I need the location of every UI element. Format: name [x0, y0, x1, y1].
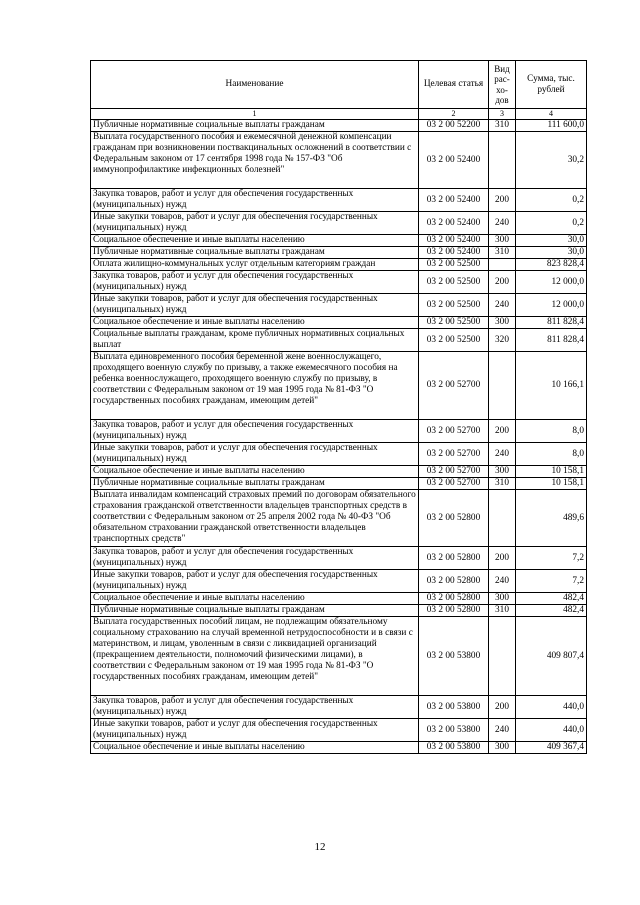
row-expense-type: 300: [489, 235, 516, 247]
row-target-code: 03 2 00 53800: [419, 719, 489, 742]
table-row: [91, 212, 587, 235]
row-sum: 7,2: [516, 547, 587, 570]
row-name: Выплата инвалидам компенсаций страховых премий по договорам обязательного страхования гражданской ответственности владельцев транспортных средств в соответствии с Федеральным законом от 25 апреля 2002 года № 40-ФЗ "Об обязательном страховании гражданской ответственности владельцев транспортных средств": [91, 490, 419, 547]
row-sum: 30,0: [516, 247, 587, 259]
row-target-code: 03 2 00 52700: [419, 466, 489, 478]
row-sum: 482,4: [516, 605, 587, 617]
row-target-code: 03 2 00 52800: [419, 490, 489, 547]
row-name: Публичные нормативные социальные выплаты гражданам: [91, 120, 419, 132]
row-sum: 811 828,4: [516, 329, 587, 352]
row-expense-type: 310: [489, 120, 516, 132]
row-name: Социальное обеспечение и иные выплаты населению: [91, 466, 419, 478]
header-sum: Сумма, тыс. рублей: [516, 61, 587, 109]
row-sum: 10 158,1: [516, 466, 587, 478]
page-number: 12: [314, 841, 326, 853]
row-name: Социальное обеспечение и иные выплаты населению: [91, 593, 419, 605]
row-sum: 7,2: [516, 570, 587, 593]
header-name: Наименование: [91, 61, 419, 109]
table-row: [91, 420, 587, 443]
row-target-code: 03 2 00 52500: [419, 317, 489, 329]
header-code: Целевая статья: [419, 61, 489, 109]
row-expense-type: 300: [489, 742, 516, 754]
row-expense-type: [489, 352, 516, 420]
row-sum: 0,2: [516, 189, 587, 212]
table-header-row: [91, 61, 587, 109]
row-target-code: 03 2 00 52700: [419, 478, 489, 490]
row-name: Закупка товаров, работ и услуг для обеспечения государственных (муниципальных) нужд: [91, 189, 419, 212]
header-expense-type: Вид рас- хо- дов: [489, 61, 516, 109]
row-target-code: 03 2 00 52800: [419, 593, 489, 605]
row-target-code: 03 2 00 53800: [419, 696, 489, 719]
row-sum: 482,4: [516, 593, 587, 605]
table-body: [91, 120, 587, 754]
row-target-code: 03 2 00 53800: [419, 617, 489, 696]
column-number: 2: [419, 109, 489, 120]
row-name: Закупка товаров, работ и услуг для обеспечения государственных (муниципальных) нужд: [91, 547, 419, 570]
table-row: [91, 120, 587, 132]
row-name: Выплата государственного пособия и ежемесячной денежной компенсации гражданам при возникновении поствакцинальных осложнений в соответствии с Федеральным законом от 17 сентября 1998 года № 157-ФЗ "Об иммунопрофилактике инфекционных болезней": [91, 132, 419, 189]
row-sum: 12 000,0: [516, 271, 587, 294]
table-row: [91, 490, 587, 547]
row-target-code: 03 2 00 52500: [419, 271, 489, 294]
table-row: [91, 617, 587, 696]
row-sum: 823 828,4: [516, 259, 587, 271]
row-target-code: 03 2 00 52700: [419, 352, 489, 420]
row-expense-type: 200: [489, 547, 516, 570]
table-row: [91, 247, 587, 259]
row-target-code: 03 2 00 52400: [419, 235, 489, 247]
row-expense-type: 240: [489, 719, 516, 742]
row-target-code: 03 2 00 52500: [419, 259, 489, 271]
row-name: Иные закупки товаров, работ и услуг для обеспечения государственных (муниципальных) нужд: [91, 294, 419, 317]
table-row: [91, 189, 587, 212]
row-expense-type: 300: [489, 317, 516, 329]
row-target-code: 03 2 00 52400: [419, 189, 489, 212]
table-row: [91, 605, 587, 617]
row-expense-type: 310: [489, 605, 516, 617]
row-expense-type: 200: [489, 189, 516, 212]
row-name: Социальное обеспечение и иные выплаты населению: [91, 235, 419, 247]
row-name: Иные закупки товаров, работ и услуг для обеспечения государственных (муниципальных) нужд: [91, 719, 419, 742]
row-sum: 30,0: [516, 235, 587, 247]
row-expense-type: 320: [489, 329, 516, 352]
row-target-code: 03 2 00 52800: [419, 547, 489, 570]
table-row: [91, 570, 587, 593]
row-target-code: 03 2 00 52200: [419, 120, 489, 132]
row-sum: 409 807,4: [516, 617, 587, 696]
row-sum: 489,6: [516, 490, 587, 547]
row-name: Выплата единовременного пособия беременной жене военнослужащего, проходящего военную службу по призыву, а также ежемесячного пособия на ребенка военнослужащего, проходящего военную службу по призыву, в соответствии с Федеральным законом от 19 мая 1995 года № 81-ФЗ "О государственных пособиях гражданам, имеющим детей": [91, 352, 419, 420]
row-sum: 10 166,1: [516, 352, 587, 420]
table-row: [91, 593, 587, 605]
column-number: 4: [516, 109, 587, 120]
table-row: [91, 329, 587, 352]
row-target-code: 03 2 00 53800: [419, 742, 489, 754]
column-number: 1: [91, 109, 419, 120]
row-sum: 440,0: [516, 696, 587, 719]
row-sum: 811 828,4: [516, 317, 587, 329]
row-target-code: 03 2 00 52700: [419, 443, 489, 466]
row-name: Публичные нормативные социальные выплаты гражданам: [91, 247, 419, 259]
table-row: [91, 478, 587, 490]
row-name: Закупка товаров, работ и услуг для обеспечения государственных (муниципальных) нужд: [91, 420, 419, 443]
table-row: [91, 294, 587, 317]
row-name: Социальное обеспечение и иные выплаты населению: [91, 742, 419, 754]
row-sum: 8,0: [516, 443, 587, 466]
row-expense-type: [489, 490, 516, 547]
row-expense-type: 240: [489, 570, 516, 593]
row-expense-type: 200: [489, 696, 516, 719]
row-name: Иные закупки товаров, работ и услуг для обеспечения государственных (муниципальных) нужд: [91, 443, 419, 466]
table-row: [91, 547, 587, 570]
table-row: [91, 466, 587, 478]
row-expense-type: 300: [489, 466, 516, 478]
row-sum: 10 158,1: [516, 478, 587, 490]
row-target-code: 03 2 00 52400: [419, 212, 489, 235]
column-number-row: [91, 109, 587, 120]
row-expense-type: 300: [489, 593, 516, 605]
row-name: Закупка товаров, работ и услуг для обеспечения государственных (муниципальных) нужд: [91, 696, 419, 719]
row-expense-type: [489, 259, 516, 271]
row-target-code: 03 2 00 52800: [419, 605, 489, 617]
table-row: [91, 271, 587, 294]
row-sum: 0,2: [516, 212, 587, 235]
table-row: [91, 742, 587, 754]
row-target-code: 03 2 00 52500: [419, 329, 489, 352]
row-sum: 8,0: [516, 420, 587, 443]
row-name: Иные закупки товаров, работ и услуг для обеспечения государственных (муниципальных) нужд: [91, 570, 419, 593]
row-sum: 12 000,0: [516, 294, 587, 317]
table-row: [91, 696, 587, 719]
row-name: Оплата жилищно-коммунальных услуг отдельным категориям граждан: [91, 259, 419, 271]
row-expense-type: [489, 617, 516, 696]
table-row: [91, 259, 587, 271]
row-target-code: 03 2 00 52700: [419, 420, 489, 443]
row-expense-type: 240: [489, 294, 516, 317]
row-expense-type: 200: [489, 420, 516, 443]
row-target-code: 03 2 00 52800: [419, 570, 489, 593]
row-name: Публичные нормативные социальные выплаты гражданам: [91, 605, 419, 617]
row-name: Выплата государственных пособий лицам, не подлежащим обязательному социальному страхованию на случай временной нетрудоспособности и в связи с материнством, и лицам, уволенным в связи с ликвидацией организаций (прекращением деятельности, полномочий физическими лицами), в соответствии с Федеральным законом от 19 мая 1995 года № 81-ФЗ "О государственных пособиях гражданам, имеющим детей": [91, 617, 419, 696]
row-expense-type: 200: [489, 271, 516, 294]
table-row: [91, 719, 587, 742]
budget-table: [90, 60, 587, 754]
row-expense-type: 310: [489, 247, 516, 259]
table-row: [91, 132, 587, 189]
column-number: 3: [489, 109, 516, 120]
row-target-code: 03 2 00 52500: [419, 294, 489, 317]
row-name: Социальное обеспечение и иные выплаты населению: [91, 317, 419, 329]
table-row: [91, 443, 587, 466]
table-row: [91, 235, 587, 247]
table-row: [91, 317, 587, 329]
table-row: [91, 352, 587, 420]
row-sum: 440,0: [516, 719, 587, 742]
row-sum: 409 367,4: [516, 742, 587, 754]
row-expense-type: 240: [489, 212, 516, 235]
row-sum: 111 600,0: [516, 120, 587, 132]
row-target-code: 03 2 00 52400: [419, 247, 489, 259]
row-name: Закупка товаров, работ и услуг для обеспечения государственных (муниципальных) нужд: [91, 271, 419, 294]
row-expense-type: 310: [489, 478, 516, 490]
row-expense-type: [489, 132, 516, 189]
row-name: Социальные выплаты гражданам, кроме публичных нормативных социальных выплат: [91, 329, 419, 352]
row-target-code: 03 2 00 52400: [419, 132, 489, 189]
row-expense-type: 240: [489, 443, 516, 466]
row-sum: 30,2: [516, 132, 587, 189]
row-name: Иные закупки товаров, работ и услуг для обеспечения государственных (муниципальных) нужд: [91, 212, 419, 235]
row-name: Публичные нормативные социальные выплаты гражданам: [91, 478, 419, 490]
